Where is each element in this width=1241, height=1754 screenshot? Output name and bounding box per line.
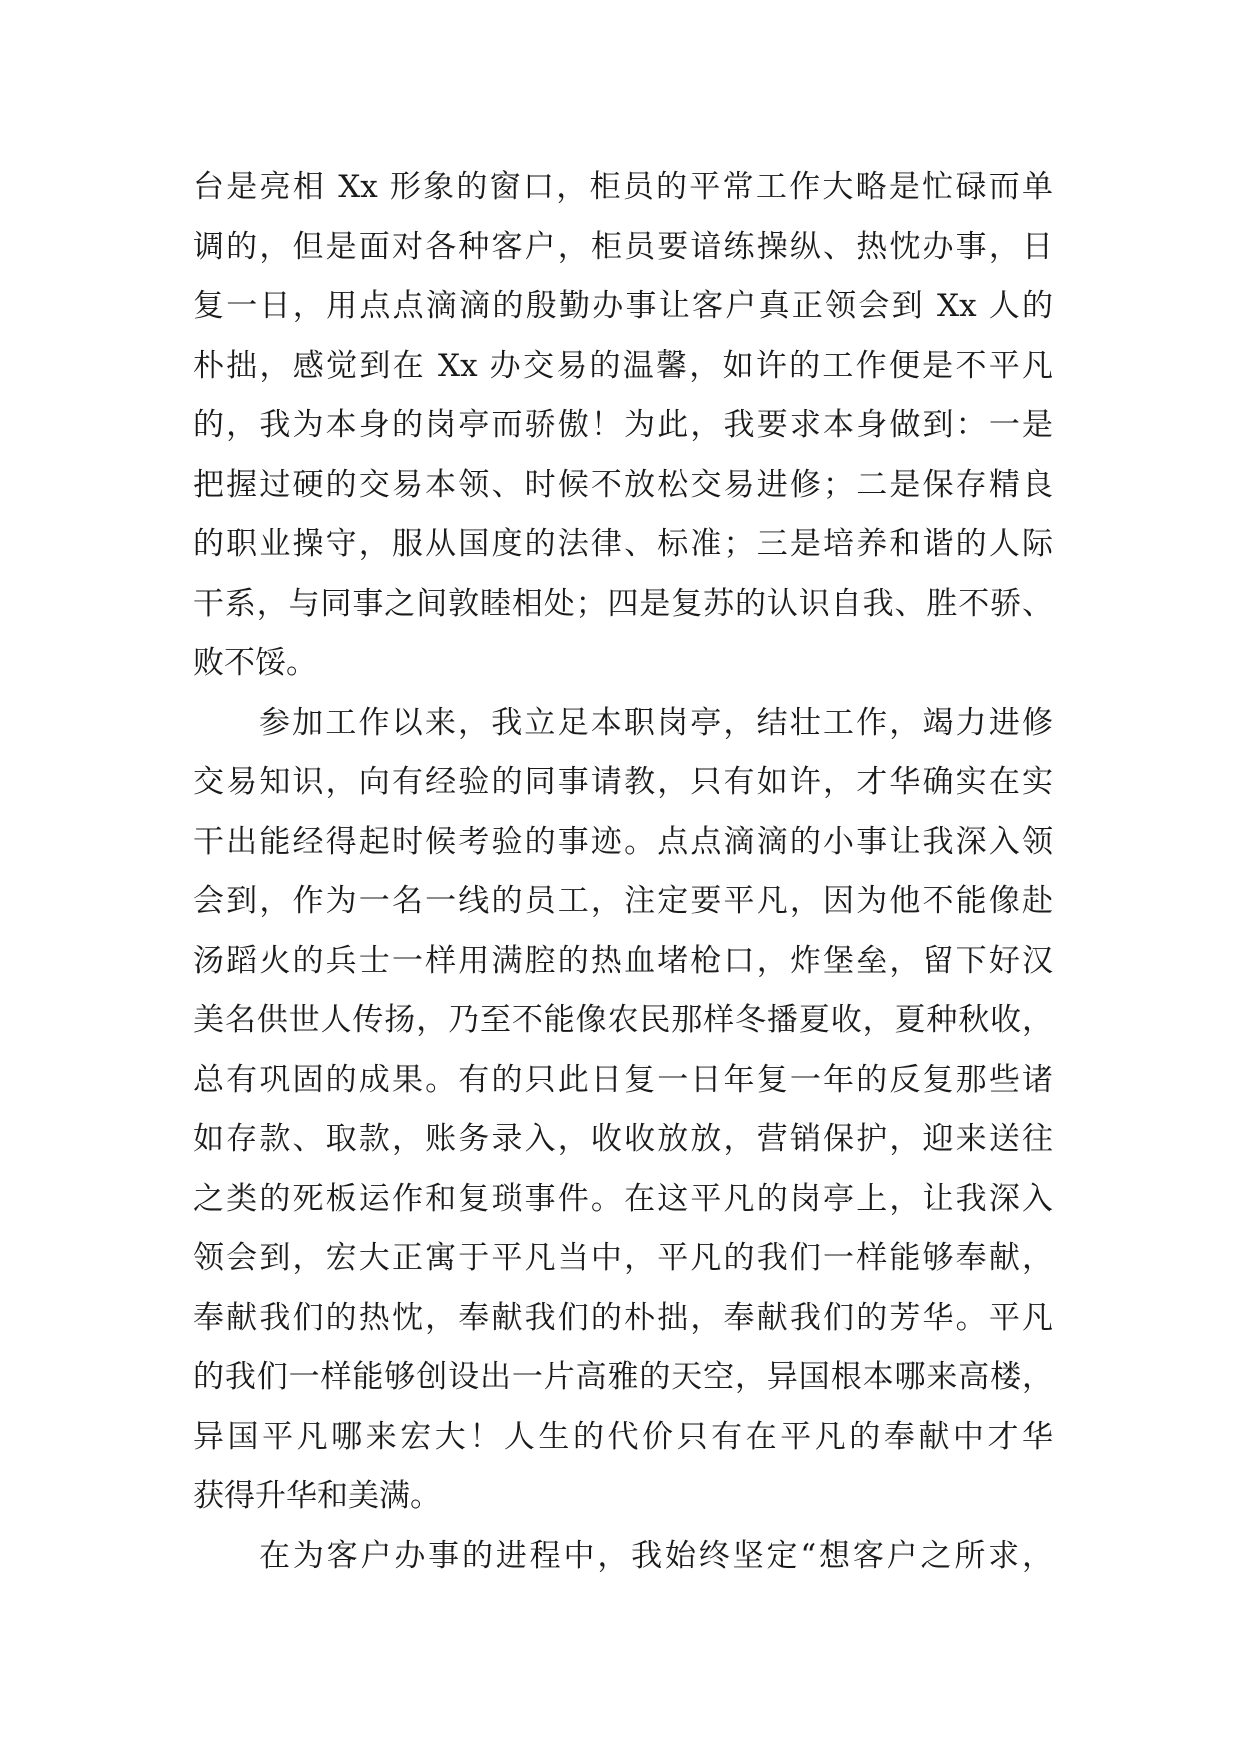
text-line: 的，我为本身的岗亭而骄傲！为此，我要求本身做到：一是 (193, 407, 1053, 443)
text-line: 台是亮相 Xx 形象的窗口，柜员的平常工作大略是忙碌而单 (193, 169, 1053, 205)
text-line: 把握过硬的交易本领、时候不放松交易进修；二是保存精良 (193, 466, 1053, 503)
text-line: 在为客户办事的进程中，我始终坚定“想客户之所求， (259, 1537, 1053, 1574)
text-line: 领会到，宏大正寓于平凡当中，平凡的我们一样能够奉献， (193, 1240, 1053, 1276)
text-line: 如存款、取款，账务录入，收收放放，营销保护，迎来送往 (193, 1121, 1053, 1157)
text-line: 总有巩固的成果。有的只此日复一日年复一年的反复那些诸 (193, 1061, 1053, 1098)
text-line: 汤蹈火的兵士一样用满腔的热血堵枪口，炸堡垒，留下好汉 (193, 942, 1053, 979)
text-line: 异国平凡哪来宏大！人生的代价只有在平凡的奉献中才华 (193, 1418, 1053, 1455)
text-line: 交易知识，向有经验的同事请教，只有如许，才华确实在实 (193, 764, 1053, 800)
text-line: 的我们一样能够创设出一片高雅的天空，异国根本哪来高楼， (193, 1359, 1053, 1395)
text-line: 获得升华和美满。 (193, 1478, 441, 1514)
text-line: 调的，但是面对各种客户，柜员要谙练操纵、热忱办事，日 (193, 228, 1053, 265)
text-line: 干出能经得起时候考验的事迹。点点滴滴的小事让我深入领 (193, 823, 1053, 860)
text-line: 的职业操守，服从国度的法律、标准；三是培养和谐的人际 (193, 526, 1053, 562)
text-line: 奉献我们的热忱，奉献我们的朴拙，奉献我们的芳华。平凡 (193, 1299, 1053, 1336)
text-line: 干系，与同事之间敦睦相处；四是复苏的认识自我、胜不骄、 (193, 585, 1053, 622)
text-line: 参加工作以来，我立足本职岗亭，结壮工作，竭力进修 (259, 704, 1053, 741)
text-line: 复一日，用点点滴滴的殷勤办事让客户真正领会到 Xx 人的 (193, 288, 1053, 324)
body-text (193, 158, 1053, 1586)
text-line: 之类的死板运作和复琐事件。在这平凡的岗亭上，让我深入 (193, 1180, 1053, 1217)
text-line: 会到，作为一名一线的员工，注定要平凡，因为他不能像赴 (193, 883, 1053, 919)
text-line: 败不馁。 (193, 645, 317, 681)
text-line: 美名供世人传扬，乃至不能像农民那样冬播夏收，夏种秋收， (193, 1002, 1053, 1038)
text-line: 朴拙，感觉到在 Xx 办交易的温馨，如许的工作便是不平凡 (193, 347, 1053, 384)
